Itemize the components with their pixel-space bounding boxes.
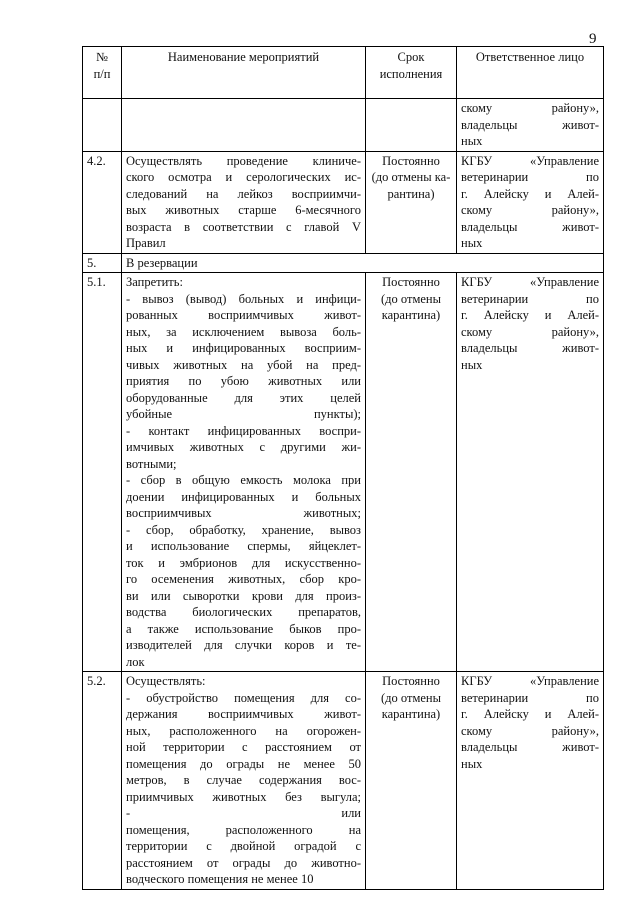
measure-cell: Осуществлять проведение клиниче- ского осмотра и серологических ис- следований на лейкоз восприимчи- вых животных старше 6-месячного возраста в соответствии с главой V Правил	[122, 151, 366, 253]
row-number: 5.1.	[83, 273, 122, 672]
row-number: 5.	[83, 253, 122, 273]
section-title: В резервации	[122, 253, 604, 273]
term-cell: Постоянно (до отмены карантина)	[366, 672, 457, 890]
row-number: 4.2.	[83, 151, 122, 253]
measure-cell: Запретить: - вывоз (вывод) больных и инфици- рованных восприимчивых живот- ных, за исключением вывоза боль- ных и инфицированных восприим- чивых животных на убой на пред- приятия по убою животных или оборудованные для этих целей убойные пункты); - контакт инфицированных воспри- имчивых животных с другими жи- вотными; - сбор в общую емкость молока при доении инфицированных и больных восприимчивых животных; - сбор, обработку, хранение, вывоз и использование спермы, яйцеклет- ток и эмбрионов для искусственно- го осеменения животных, сбор кро- ви или сыворотки крови для произ- водства биологических препаратов, а также использование быков про- изводителей для случки коров и те- лок	[122, 273, 366, 672]
responsible-cell: КГБУ «Управление ветеринарии по г. Алейску и Алей- скому району», владельцы живот- ных	[457, 273, 604, 672]
measure-cell: Осуществлять: - обустройство помещения для со- держания восприимчивых живот- ных, расположенного на огорожен- ной территории с расстоянием от помещения до ограды не менее 50 метров, в случае содержания вос- приимчивых животных без выгула; - или помещения, расположенного на территории с двойной оградой с расстоянием от ограды до животно- водческого помещения не менее 10	[122, 672, 366, 890]
responsible-cell: КГБУ «Управление ветеринарии по г. Алейску и Алей- скому району», владельцы живот- ных	[457, 672, 604, 890]
header-responsible: Ответственное лицо	[457, 47, 604, 99]
header-term: Срок исполнения	[366, 47, 457, 99]
term-cell: Постоянно (до отмены карантина)	[366, 273, 457, 672]
table-header-row	[83, 47, 604, 99]
header-number: № п/п	[83, 47, 122, 99]
table-row	[83, 151, 604, 253]
header-measures: Наименование мероприятий	[122, 47, 366, 99]
row-number: 5.2.	[83, 672, 122, 890]
table-row-continuation	[83, 99, 604, 152]
table-row	[83, 672, 604, 890]
term-cell: Постоянно (до отмены ка- рантина)	[366, 151, 457, 253]
responsible-cell: скому району», владельцы живот- ных	[457, 99, 604, 152]
table-row	[83, 253, 604, 273]
table-row	[83, 273, 604, 672]
responsible-cell: КГБУ «Управление ветеринарии по г. Алейску и Алей- скому району», владельцы живот- ных	[457, 151, 604, 253]
measures-table	[82, 46, 604, 890]
page-number: 9	[589, 31, 597, 47]
